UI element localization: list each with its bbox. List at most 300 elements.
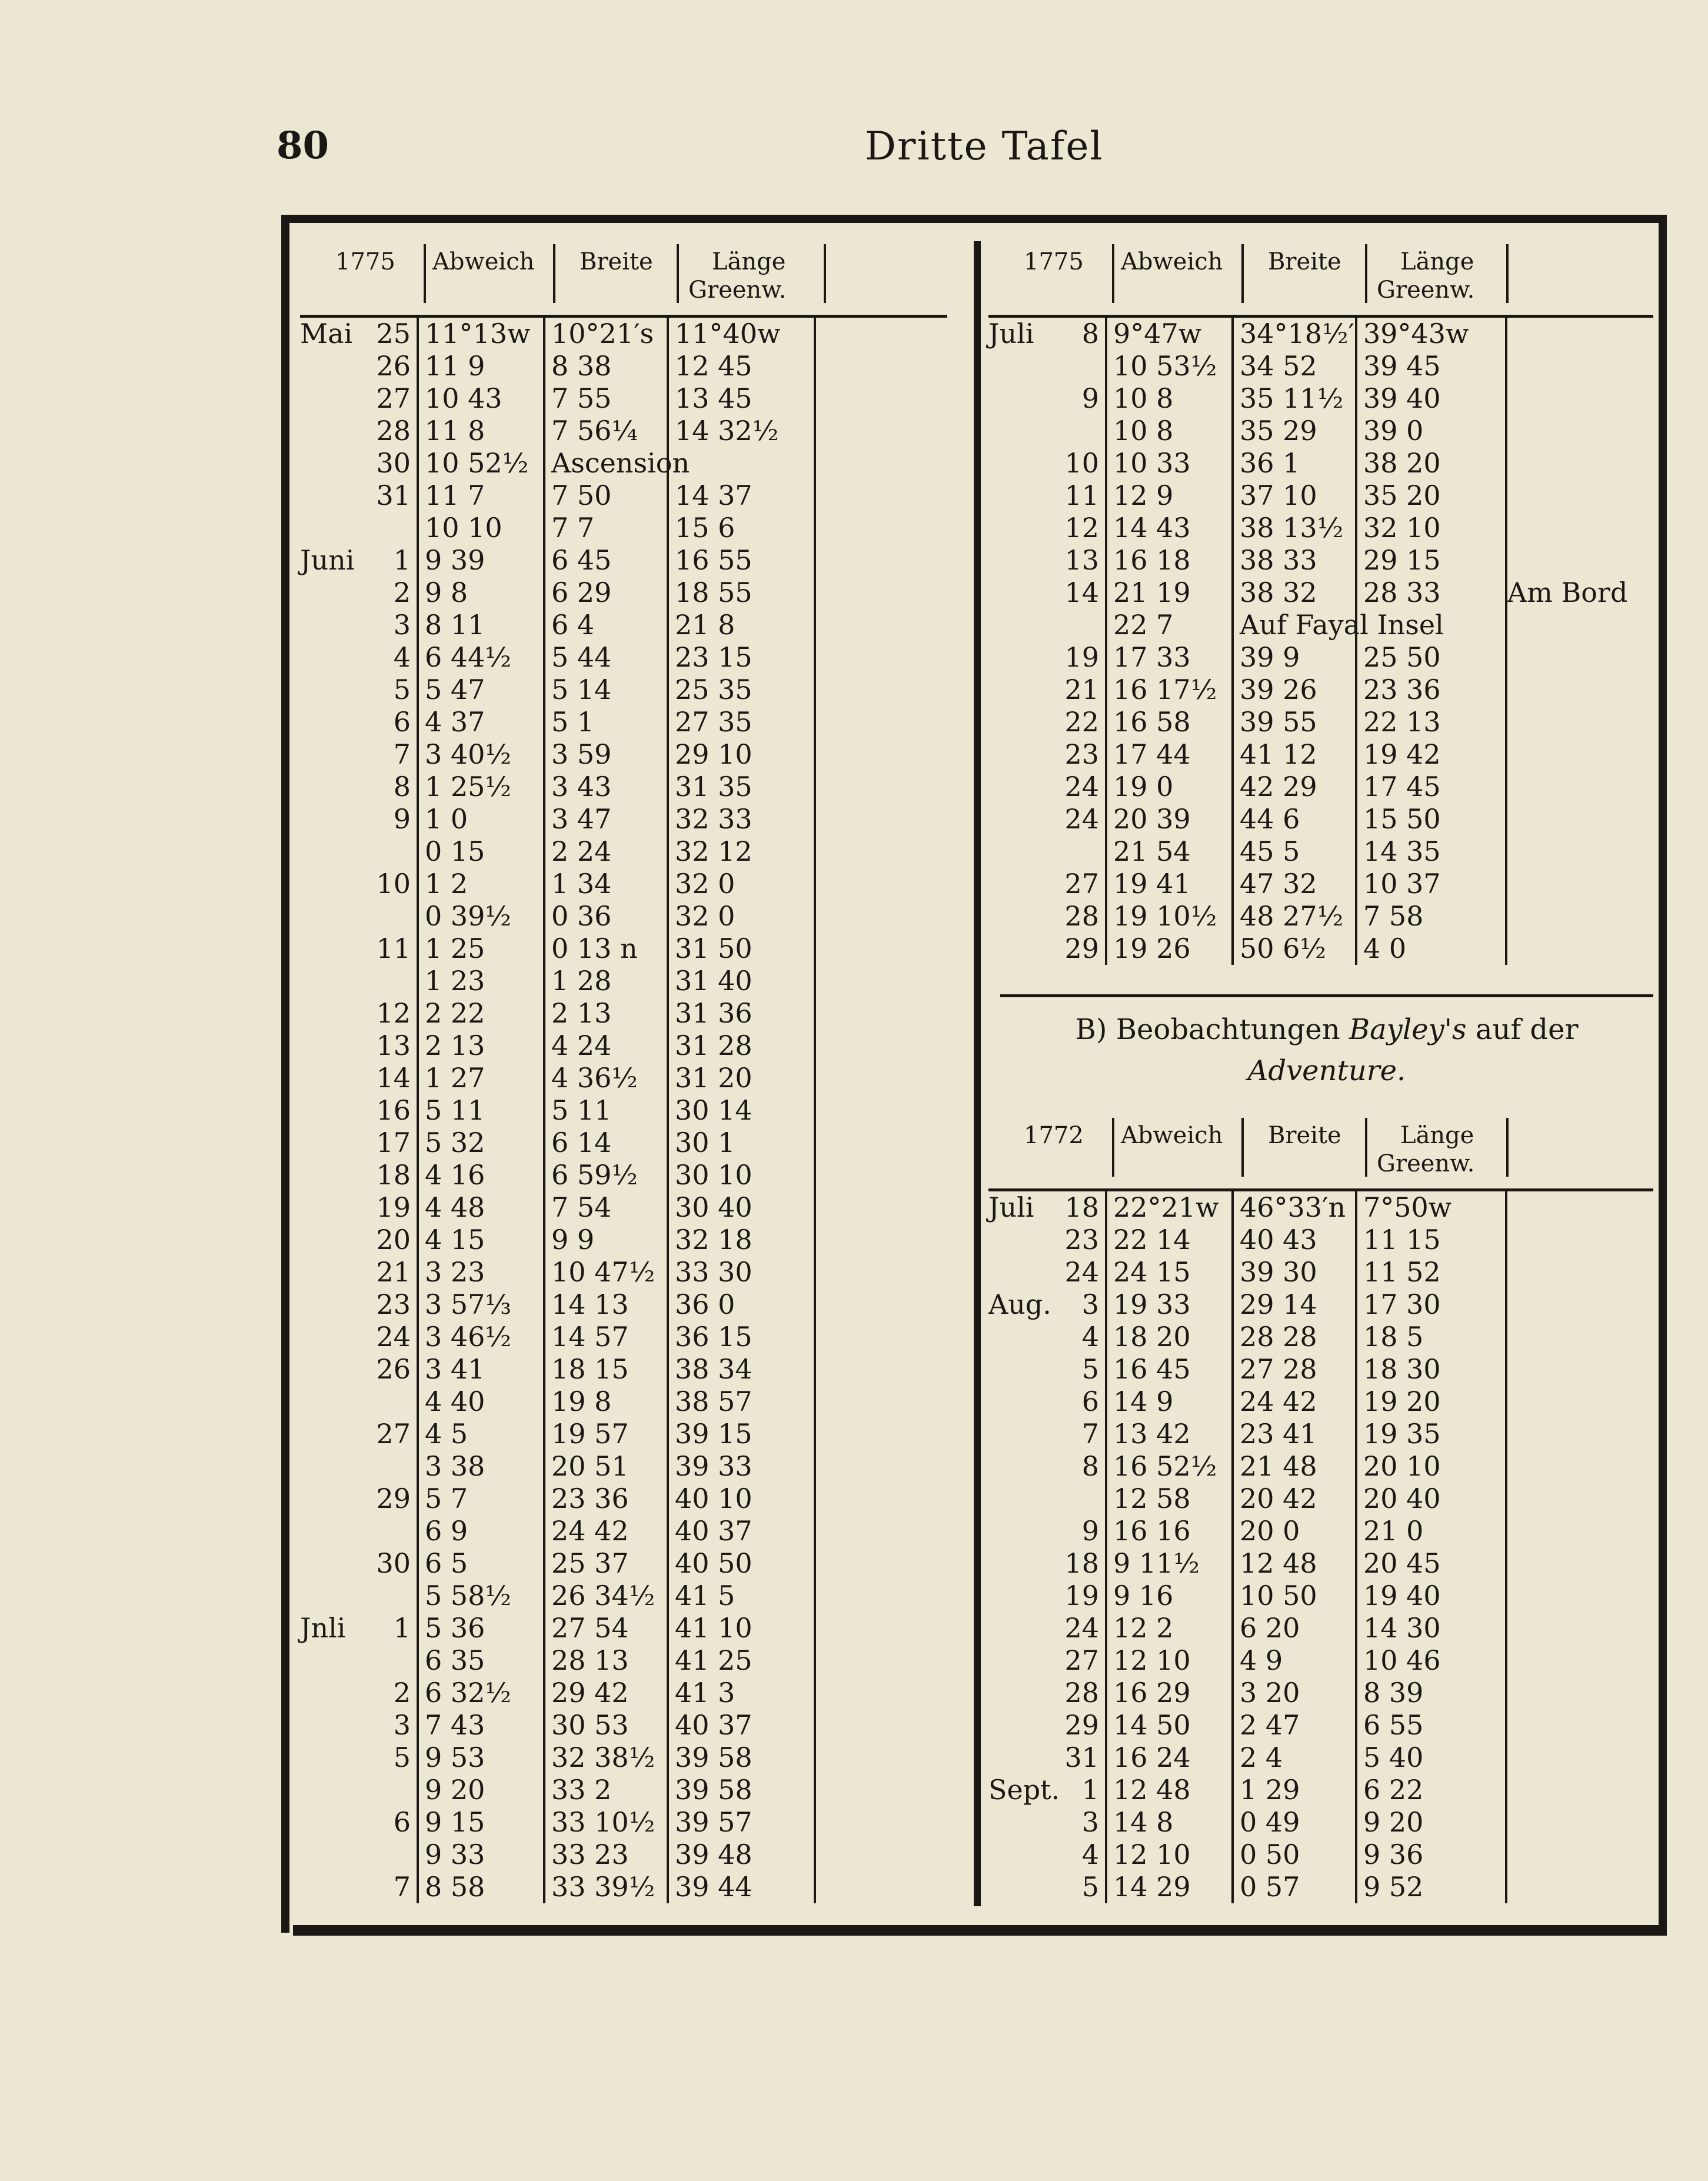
abweich-cell: 16 17½ (1106, 674, 1233, 706)
header-divider (824, 244, 826, 303)
table-row (300, 1094, 947, 1127)
table-row (300, 900, 947, 933)
laenge-cell: 19 35 (1356, 1418, 1506, 1450)
abweich-cell: 9 39 (418, 544, 544, 577)
table-row (988, 512, 1653, 544)
day-cell: 13 (376, 1030, 411, 1061)
frame-left-rule (281, 215, 289, 1933)
breite-cell: 5 14 (544, 674, 668, 706)
laenge-cell: 39 45 (1356, 350, 1506, 382)
laenge-cell: 7 58 (1356, 900, 1506, 933)
month-cell (988, 1450, 1053, 1483)
abweich-cell: 12 2 (1106, 1612, 1233, 1644)
breite-cell: 6 29 (544, 577, 668, 609)
col-greenwich: Greenw. (688, 277, 787, 304)
day-cell: 27 (1064, 1644, 1099, 1676)
note-cell (1506, 706, 1653, 738)
laenge-cell: 14 32½ (668, 415, 815, 447)
table-row (300, 318, 947, 350)
laenge-cell: 41 5 (668, 1580, 815, 1612)
col-abweich: Abweich (432, 248, 535, 275)
month-cell (300, 738, 365, 771)
table-row (300, 1386, 947, 1418)
abweich-cell: 0 15 (418, 835, 544, 868)
laenge-cell: 41 10 (668, 1612, 815, 1644)
note-cell (1506, 609, 1653, 641)
breite-cell: 0 13 n (544, 933, 668, 965)
abweich-cell: 11 8 (418, 415, 544, 447)
col-breite: Breite (1268, 248, 1341, 275)
abweich-cell: 2 13 (418, 1030, 544, 1062)
day-cell: 6 (393, 1806, 411, 1838)
breite-cell: 32 38½ (544, 1742, 668, 1774)
laenge-cell: 31 35 (668, 771, 815, 803)
table-row (988, 1224, 1653, 1256)
table-row (988, 1386, 1653, 1418)
day-cell: 3 (393, 1709, 411, 1741)
table-row (300, 480, 947, 512)
adventure-table-header (988, 1118, 1653, 1191)
breite-cell: 38 33 (1233, 544, 1356, 577)
laenge-cell: 11 15 (1356, 1224, 1506, 1256)
breite-cell: 25 37 (544, 1547, 668, 1580)
abweich-cell: 9 16 (1106, 1580, 1233, 1612)
abweich-cell: 11 7 (418, 480, 544, 512)
month-cell (300, 965, 365, 997)
month-cell (988, 641, 1053, 674)
breite-cell: 1 29 (1233, 1774, 1356, 1806)
abweich-cell: 12 10 (1106, 1839, 1233, 1871)
abweich-cell: 1 27 (418, 1062, 544, 1094)
laenge-cell: 14 37 (668, 480, 815, 512)
laenge-cell: 29 10 (668, 738, 815, 771)
month-cell (300, 1127, 365, 1159)
abweich-cell: 1 23 (418, 965, 544, 997)
laenge-cell: 30 10 (668, 1159, 815, 1191)
day-cell: 31 (376, 480, 411, 511)
laenge-cell: 31 50 (668, 933, 815, 965)
table-row (300, 1321, 947, 1353)
laenge-cell (668, 447, 815, 480)
breite-cell: 42 29 (1233, 771, 1356, 803)
breite-cell: 23 36 (544, 1483, 668, 1515)
col-year: 1775 (1024, 248, 1084, 275)
laenge-cell: 41 25 (668, 1644, 815, 1677)
table-row (300, 1644, 947, 1677)
day-cell (365, 1515, 418, 1547)
laenge-cell: 9 52 (1356, 1871, 1506, 1903)
laenge-cell: 38 20 (1356, 447, 1506, 480)
laenge-cell: 25 35 (668, 674, 815, 706)
breite-cell: 6 59½ (544, 1159, 668, 1191)
breite-cell: 47 32 (1233, 868, 1356, 900)
breite-cell: 7 56¼ (544, 415, 668, 447)
header-divider (424, 244, 426, 303)
breite-cell: 30 53 (544, 1709, 668, 1742)
table-row (988, 1871, 1653, 1903)
col-abweich: Abweich (1121, 248, 1223, 275)
table-row (988, 415, 1653, 447)
abweich-cell: 3 38 (418, 1450, 544, 1483)
month-cell (300, 1224, 365, 1256)
month-cell (300, 1062, 365, 1094)
abweich-cell: 1 0 (418, 803, 544, 835)
note-cell (1506, 350, 1653, 382)
day-cell: 24 (1064, 771, 1099, 803)
breite-cell: 40 43 (1233, 1224, 1356, 1256)
page-title: Dritte Tafel (865, 124, 1104, 169)
month-cell (988, 706, 1053, 738)
breite-cell: 0 49 (1233, 1806, 1356, 1839)
day-cell: 1 (393, 544, 411, 576)
table-row (988, 1774, 1653, 1806)
day-cell: 28 (376, 415, 411, 447)
month-cell (300, 382, 365, 415)
table-row (988, 544, 1653, 577)
header-divider (1506, 244, 1509, 303)
abweich-cell: 12 10 (1106, 1644, 1233, 1677)
day-cell: 9 (1081, 1515, 1099, 1547)
laenge-cell: 8 39 (1356, 1677, 1506, 1709)
abweich-cell: 9 8 (418, 577, 544, 609)
table-row (300, 1418, 947, 1450)
table-row (300, 1580, 947, 1612)
month-cell (988, 1256, 1053, 1288)
day-cell: 23 (1064, 738, 1099, 770)
table-row (988, 1321, 1653, 1353)
day-cell: 4 (1081, 1321, 1099, 1353)
month-cell (988, 674, 1053, 706)
abweich-cell: 16 18 (1106, 544, 1233, 577)
abweich-cell: 5 36 (418, 1612, 544, 1644)
table-row (988, 480, 1653, 512)
laenge-cell: 39 44 (668, 1871, 815, 1903)
section-rule (1000, 994, 1653, 997)
breite-cell: 20 51 (544, 1450, 668, 1483)
breite-cell: 3 47 (544, 803, 668, 835)
month-cell (300, 803, 365, 835)
header-divider (1112, 244, 1114, 303)
month-cell (300, 771, 365, 803)
abweich-cell: 14 43 (1106, 512, 1233, 544)
abweich-cell: 9 20 (418, 1774, 544, 1806)
abweich-cell: 17 33 (1106, 641, 1233, 674)
note-cell (1506, 835, 1653, 868)
laenge-cell: 31 40 (668, 965, 815, 997)
abweich-cell: 19 10½ (1106, 900, 1233, 933)
note-cell (1506, 738, 1653, 771)
breite-cell: 39 55 (1233, 706, 1356, 738)
breite-cell: 36 1 (1233, 447, 1356, 480)
laenge-cell: 23 15 (668, 641, 815, 674)
table-row (300, 1871, 947, 1903)
page-number: 80 (277, 124, 329, 168)
month-cell (988, 480, 1053, 512)
breite-cell: 35 29 (1233, 415, 1356, 447)
day-cell (1053, 609, 1106, 641)
breite-cell: 20 0 (1233, 1515, 1356, 1547)
note-cell (1506, 512, 1653, 544)
month-cell (300, 1450, 365, 1483)
breite-cell: 7 54 (544, 1191, 668, 1224)
table-row (300, 1515, 947, 1547)
breite-cell: 5 11 (544, 1094, 668, 1127)
abweich-cell: 4 48 (418, 1191, 544, 1224)
laenge-cell: 40 37 (668, 1709, 815, 1742)
breite-cell: 1 28 (544, 965, 668, 997)
laenge-cell: 38 34 (668, 1353, 815, 1386)
laenge-cell: 32 0 (668, 868, 815, 900)
breite-cell: 33 2 (544, 1774, 668, 1806)
month-cell (988, 771, 1053, 803)
laenge-cell: 40 37 (668, 1515, 815, 1547)
abweich-cell: 16 16 (1106, 1515, 1233, 1547)
day-cell: 5 (393, 1742, 411, 1773)
abweich-cell: 14 8 (1106, 1806, 1233, 1839)
breite-cell: 0 50 (1233, 1839, 1356, 1871)
table-row (300, 1612, 947, 1644)
left-table-panel (300, 244, 947, 1903)
day-cell: 6 (393, 706, 411, 738)
breite-cell: 10 50 (1233, 1580, 1356, 1612)
table-row (988, 738, 1653, 771)
table-row (300, 1806, 947, 1839)
abweich-cell: 16 29 (1106, 1677, 1233, 1709)
laenge-cell: 17 30 (1356, 1288, 1506, 1321)
breite-cell: 33 23 (544, 1839, 668, 1871)
day-cell (1053, 350, 1106, 382)
breite-cell: 46°33′n (1233, 1191, 1356, 1224)
table-row (988, 641, 1653, 674)
month-cell (988, 803, 1053, 835)
abweich-cell: 10 43 (418, 382, 544, 415)
day-cell: 7 (1081, 1418, 1099, 1450)
header-divider (677, 244, 679, 303)
day-cell: 28 (1064, 900, 1099, 932)
abweich-cell: 6 5 (418, 1547, 544, 1580)
month-cell (300, 350, 365, 382)
day-cell: 7 (393, 1871, 411, 1903)
day-cell: 28 (1064, 1677, 1099, 1709)
month-cell (988, 1839, 1053, 1871)
laenge-cell: 14 35 (1356, 835, 1506, 868)
laenge-cell: 32 0 (668, 900, 815, 933)
day-cell: 10 (1064, 447, 1099, 479)
breite-cell: Ascension (544, 447, 668, 480)
table-row (988, 933, 1653, 965)
abweich-cell: 10 8 (1106, 382, 1233, 415)
day-cell: 4 (393, 641, 411, 673)
adventure-data-table (988, 1191, 1653, 1903)
note-cell (1506, 318, 1653, 350)
table-row (300, 771, 947, 803)
table-row (988, 1677, 1653, 1709)
table-row (300, 609, 947, 641)
table-row (988, 803, 1653, 835)
month-cell (300, 512, 365, 544)
breite-cell: 28 28 (1233, 1321, 1356, 1353)
day-cell: 23 (376, 1288, 411, 1320)
month-cell (300, 1030, 365, 1062)
note-cell (1506, 641, 1653, 674)
laenge-cell: 25 50 (1356, 641, 1506, 674)
breite-cell: 20 42 (1233, 1483, 1356, 1515)
month-cell (300, 1321, 365, 1353)
frame-bottom-rule (293, 1925, 1667, 1936)
month-cell (988, 1806, 1053, 1839)
abweich-cell: 12 9 (1106, 480, 1233, 512)
table-row (300, 415, 947, 447)
laenge-cell: 39 15 (668, 1418, 815, 1450)
laenge-cell: 4 0 (1356, 933, 1506, 965)
laenge-cell: 39 40 (1356, 382, 1506, 415)
month-cell (300, 1418, 365, 1450)
laenge-cell: 20 10 (1356, 1450, 1506, 1483)
month-cell (300, 868, 365, 900)
laenge-cell: 39 48 (668, 1839, 815, 1871)
breite-cell: 39 30 (1233, 1256, 1356, 1288)
day-cell: 24 (1064, 1612, 1099, 1644)
month-cell (988, 1547, 1053, 1580)
day-cell: 27 (1064, 868, 1099, 900)
breite-cell: 6 4 (544, 609, 668, 641)
abweich-cell: 19 41 (1106, 868, 1233, 900)
laenge-cell: 30 40 (668, 1191, 815, 1224)
table-row (300, 544, 947, 577)
table-row (988, 1839, 1653, 1871)
abweich-cell: 1 25½ (418, 771, 544, 803)
abweich-cell: 10 8 (1106, 415, 1233, 447)
note-cell (1506, 868, 1653, 900)
col-greenwich: Greenw. (1377, 277, 1475, 304)
month-cell (988, 1871, 1053, 1903)
table-row (988, 1288, 1653, 1321)
laenge-cell: 39 33 (668, 1450, 815, 1483)
breite-cell: 14 57 (544, 1321, 668, 1353)
day-cell: 2 (393, 577, 411, 608)
laenge-cell: 32 33 (668, 803, 815, 835)
day-cell: 14 (376, 1062, 411, 1094)
breite-cell: 41 12 (1233, 738, 1356, 771)
breite-cell: 28 13 (544, 1644, 668, 1677)
abweich-cell: 22 14 (1106, 1224, 1233, 1256)
laenge-cell: 9 20 (1356, 1806, 1506, 1839)
table-row (300, 1030, 947, 1062)
abweich-cell: 3 57⅓ (418, 1288, 544, 1321)
day-cell: 29 (1064, 933, 1099, 964)
month-cell (300, 1774, 365, 1806)
day-cell: 3 (1081, 1288, 1099, 1320)
day-cell: 5 (393, 674, 411, 705)
table-row (300, 577, 947, 609)
laenge-cell: 15 50 (1356, 803, 1506, 835)
abweich-cell: 16 24 (1106, 1742, 1233, 1774)
month-cell (988, 1644, 1053, 1677)
laenge-cell: 7°50w (1356, 1191, 1506, 1224)
day-cell: 18 (1064, 1547, 1099, 1579)
breite-cell: 3 59 (544, 738, 668, 771)
abweich-cell: 4 40 (418, 1386, 544, 1418)
laenge-cell: 27 35 (668, 706, 815, 738)
laenge-cell: 6 22 (1356, 1774, 1506, 1806)
table-row (300, 350, 947, 382)
breite-cell: 45 5 (1233, 835, 1356, 868)
month-cell (988, 1612, 1053, 1644)
table-row (988, 1353, 1653, 1386)
note-cell (1506, 900, 1653, 933)
breite-cell: 33 10½ (544, 1806, 668, 1839)
month-cell (300, 641, 365, 674)
month-cell (300, 835, 365, 868)
col-breite: Breite (580, 248, 653, 275)
month-cell (988, 1483, 1053, 1515)
laenge-cell: 32 12 (668, 835, 815, 868)
col-laenge: Länge (1400, 1122, 1474, 1149)
laenge-cell: 32 10 (1356, 512, 1506, 544)
table-row (988, 706, 1653, 738)
table-row (300, 1127, 947, 1159)
header-divider (1365, 244, 1367, 303)
month-cell: Juni (300, 544, 355, 576)
abweich-cell: 16 58 (1106, 706, 1233, 738)
day-cell (365, 1644, 418, 1677)
month-cell (988, 1418, 1053, 1450)
laenge-cell: 31 28 (668, 1030, 815, 1062)
day-cell: 24 (376, 1321, 411, 1353)
day-cell (365, 900, 418, 933)
abweich-cell: 3 40½ (418, 738, 544, 771)
abweich-cell: 9 11½ (1106, 1547, 1233, 1580)
breite-cell: 12 48 (1233, 1547, 1356, 1580)
laenge-cell: 5 40 (1356, 1742, 1506, 1774)
abweich-cell: 22 7 (1106, 609, 1233, 641)
abweich-cell: 10 10 (418, 512, 544, 544)
month-cell (300, 1483, 365, 1515)
laenge-cell: 11 52 (1356, 1256, 1506, 1288)
abweich-cell: 0 39½ (418, 900, 544, 933)
breite-cell: Auf Fayal Insel (1233, 609, 1356, 641)
breite-cell: 8 38 (544, 350, 668, 382)
day-cell: 13 (1064, 544, 1099, 576)
month-cell (988, 933, 1053, 965)
month-cell (988, 544, 1053, 577)
breite-cell: 39 26 (1233, 674, 1356, 706)
laenge-cell: 28 33 (1356, 577, 1506, 609)
abweich-cell: 9 15 (418, 1806, 544, 1839)
abweich-cell: 12 58 (1106, 1483, 1233, 1515)
day-cell: 3 (393, 609, 411, 641)
day-cell (365, 1839, 418, 1871)
section-b-mid: auf der (1475, 1013, 1579, 1046)
month-cell (988, 1386, 1053, 1418)
day-cell (365, 1450, 418, 1483)
month-cell (300, 1742, 365, 1774)
table-row (300, 512, 947, 544)
note-cell (1506, 480, 1653, 512)
col-year: 1772 (1024, 1122, 1084, 1149)
abweich-cell: 17 44 (1106, 738, 1233, 771)
note-cell (1506, 382, 1653, 415)
breite-cell: 21 48 (1233, 1450, 1356, 1483)
abweich-cell: 9°47w (1106, 318, 1233, 350)
breite-cell: 2 47 (1233, 1709, 1356, 1742)
table-row (988, 868, 1653, 900)
month-cell (988, 1353, 1053, 1386)
laenge-cell: 19 20 (1356, 1386, 1506, 1418)
breite-cell: 50 6½ (1233, 933, 1356, 965)
day-cell: 16 (376, 1094, 411, 1126)
table-row (300, 1353, 947, 1386)
